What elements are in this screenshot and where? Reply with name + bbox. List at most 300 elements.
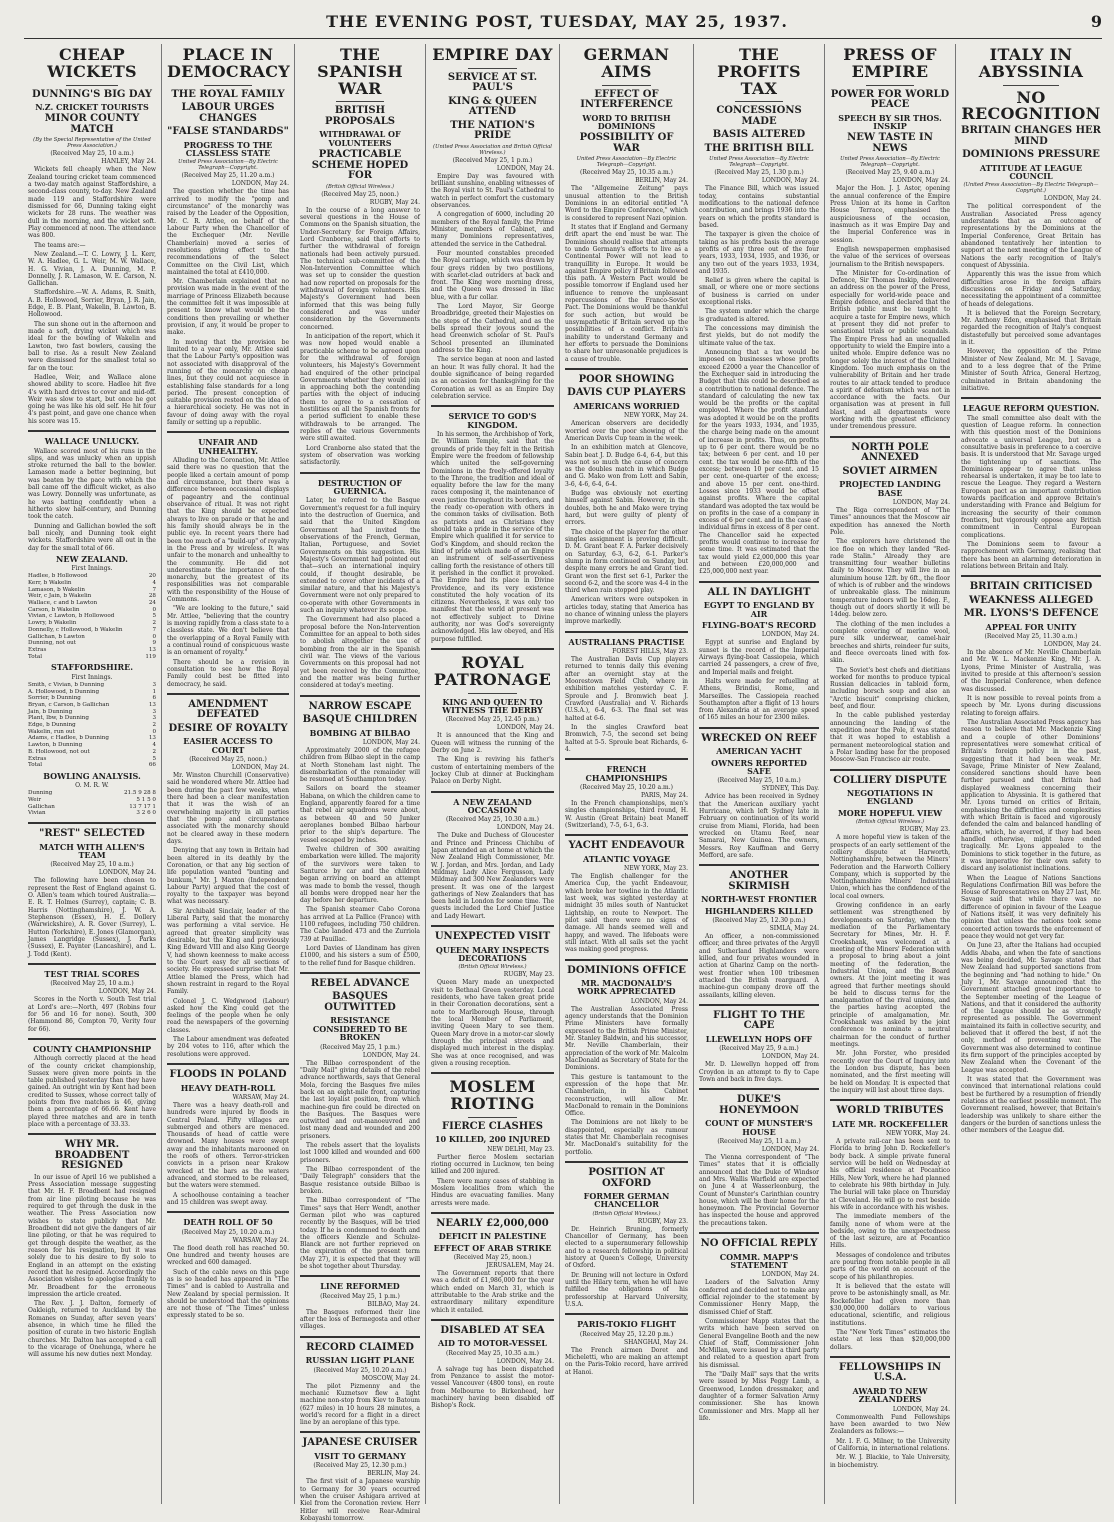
news-article xyxy=(28,963,156,1033)
subheadline: SERVICE AT ST. PAUL'S xyxy=(447,71,538,94)
score-value: 3 xyxy=(152,681,156,688)
body-paragraph: New Zealand.—T. C. Lowry, J. L. Kerr, W. A. Hadlee, G. L. Weir, M. W. Wallace, H. G. Vivian, J. A. Dunning, M. P. Donnelly, J. R. Lamason, W. E. Carson, N. Gallichan. xyxy=(28,250,156,288)
source-credit: United Press Association—By Electric Telegraph—Copyright. xyxy=(178,159,278,172)
received-dateline: (Received May 25, 10 a.m.) xyxy=(50,980,134,988)
place-dateline: LONDON, May 24. xyxy=(496,724,554,732)
received-dateline: (Received May 25, 1 p.m.) xyxy=(320,1292,400,1300)
score-value: 4 xyxy=(152,579,156,586)
heading-rule xyxy=(735,101,783,102)
subheadline: NEW TASTE IN NEWS xyxy=(847,132,933,154)
score-value: 3 2 6 0 xyxy=(136,810,156,817)
deck-heading: UNFAIR AND UNHEALTHY. xyxy=(197,437,259,456)
news-article xyxy=(28,47,156,425)
deck-heading: AMERICAN YACHT xyxy=(716,746,802,757)
body-paragraph: Commonwealth Fund Fellowships have been awarded to two New Zealanders as follows:— xyxy=(830,1413,950,1436)
article-separator xyxy=(431,791,554,793)
received-dateline: (Received May 25, 11.30 a.m.) xyxy=(984,633,1078,641)
article-separator xyxy=(431,1212,554,1214)
heading-rule xyxy=(204,85,253,86)
received-dateline: (Received May 25, 12.30 p.m.) xyxy=(712,917,806,925)
score-row xyxy=(28,580,156,587)
score-name: Donnelly, c Hollowood, b Wakelin xyxy=(28,626,123,633)
news-article xyxy=(699,1004,819,1083)
article-separator xyxy=(167,1211,289,1213)
subheadline: "REST" SELECTED xyxy=(39,828,145,840)
body-paragraph: Empire Day was favoured with brilliant sunshine, enabling witnesses of the Royal visit to St. Paul's Cathedral to watch in perfect comfort the customary observances. xyxy=(431,172,554,210)
article-separator xyxy=(830,1356,950,1358)
subheadline: RECORD CLAIMED xyxy=(306,1341,414,1353)
score-name: Bryan, c Carson, b Gallichan xyxy=(28,701,110,708)
score-row xyxy=(28,613,156,620)
article-separator xyxy=(28,822,156,824)
score-value: 13 xyxy=(148,701,156,708)
score-name: Lowry, b Wakelin xyxy=(28,620,77,627)
place-dateline: LONDON, May 24. xyxy=(1043,195,1101,203)
score-row xyxy=(28,810,156,817)
page-number: 9 xyxy=(1090,12,1102,31)
score-value: 7 xyxy=(152,586,156,593)
body-paragraph: The political correspondent of the Australian Associated Press agency understands that as an outcome of representations by the Dominions at the Imperial Conference, Great Britain has abandoned tentatively her intention to support at the next meeting of the League of Nations the early recognition of Italy's conquest of Abyssinia. xyxy=(961,203,1101,269)
news-article xyxy=(699,864,819,999)
body-paragraph: Mr. W. J. Blackie, to Yale University, in biochemistry. xyxy=(830,1454,950,1469)
news-article xyxy=(28,430,156,817)
news-article xyxy=(830,436,950,764)
received-dateline: (Received May 25, 1 p.m.) xyxy=(320,1043,400,1051)
subheadline: NEARLY £2,000,000 xyxy=(436,1217,549,1229)
news-article xyxy=(431,791,554,921)
news-article xyxy=(961,575,1101,1134)
source-credit: (By the Special Representative of the United Press Association.) xyxy=(33,137,151,150)
news-column xyxy=(957,44,1105,1506)
score-row xyxy=(28,600,156,607)
body-paragraph: Announcing that a tax would be imposed on businesses whose profits exceed £2000 a year the Chancellor of the Exchequer said in introducing the Budget that this could be described as a contribution to national defence. The standard of calculating the new tax would be the profits or the capital employed. Where the profit standard was adopted it would be on the profits for the years 1933, 1934, and 1935, the charge being made on the amount of increase in profits. Thus, on profits up to 6 per cent. there would be no tax; between 6 per cent. and 10 per cent. the tax would be one-fifth of the excess; between 10 per cent. and 15 per cent. one-quarter of the excess; and above 15 per cent. one-third. Losses since 1933 would be offset against profits. Where the capital standard was adopted the tax would be on profits in the case of a company in excess of 6 per cent. and in the case of individual firms in excess of 8 per cent. The Chancellor said he expected profits would continue to increase for some time. It was estimated that the tax would yield £2,000,000 this year and between £20,000,000 and £25,000,000 next year. xyxy=(699,348,819,576)
news-article xyxy=(431,47,554,400)
subheadline: JAPANESE CRUISER xyxy=(302,1437,418,1449)
body-paragraph: Sailors on board the steamer Habana, on which the children came to England, apparently feared for a time that rebel air squadrons were about, as between 40 and 50 Junker aeroplanes bombed Bilbao harbour prior to the ship's departure. The vessel escaped by inches. xyxy=(300,785,420,844)
body-paragraph: It states that if England and Germany drift apart the end must be war. The Dominions should realise that attempts to undo Germany's efforts to live as a Continental Power will not lead to tranquillity in Europe. It would be against Empire policy if Britain followed this path. A Western Pact would be possible tomorrow if England used her influence to remove the unpleasant repercussions of the Franco-Soviet Pact. The Dominions would be thankful for such action, but would be unsympathetic if Britain served up the possibilities of a conflict. Britain's inability to understand Germany and her efforts to persuade the Dominions to share her unreasonable prejudices is a cause of trouble. xyxy=(565,223,689,363)
subheadline: KING & QUEEN ATTEND xyxy=(448,95,537,118)
article-separator xyxy=(961,575,1101,577)
body-paragraph: Leaders of the Salvation Army conferred and decided not to make any official rejoinder to the statement by Commissioner Henry Mapp, the dismissed Chief of Staff. xyxy=(699,1279,819,1316)
received-dateline: (Received May 25, 9 a.m.) xyxy=(719,1045,799,1053)
received-dateline: (Received May 25, 11 a.m.) xyxy=(717,1137,801,1145)
place-dateline: RUGBY, May 23. xyxy=(899,826,950,834)
article-separator xyxy=(28,1038,156,1040)
body-paragraph: In anticipation of the report, which it was now hoped would enable a practicable scheme to be agreed upon for the withdrawal of foreign volunteers, his Majesty's Government had enquired of the other principal Governments whether they would join in approaching both the contending parties with the object of inducing them to agree to a cessation of hostilities on all the Spanish fronts for a period sufficient to enable these withdrawals to be arranged. The replies of the various Governments were still awaited. xyxy=(300,332,420,443)
score-table xyxy=(28,790,156,817)
body-paragraph: The Minister for Co-ordination of Defence, Sir Thomas Inskip, delivered an address on the power of the Press, especially for world-wide peace and Empire defence, and declared that the British public must be taught to acquire a taste for Empire news, which at present they did not prefer to sensational trials or public scandals. The Empire Press had an unequalled opportunity to wield the Empire into a united whole. Empire defence was no longer solely the interest of the United Kingdom. Too much emphasis on the vulnerability of Britain and her trade routes to air attack tended to produce a spirit of defeatism which was not in accordance with the facts. Our organisation was at present in full blast, and all departments were working with the greatest efficiency under tremendous pressure. xyxy=(830,269,950,431)
body-paragraph: The clothing of the men includes a complete covering of merino wool, pure silk underwear, camel-hair breeches and shirts, reindeer fur suits, and fleece overcoats lined with fox-skin. xyxy=(830,620,950,665)
deck-heading: WALLACE UNLUCKY. xyxy=(44,436,140,447)
deck-heading: LINE REFORMED xyxy=(320,1281,400,1292)
subheadline: BASQUES OUTWITTED xyxy=(324,991,396,1013)
score-row xyxy=(28,729,156,736)
subheadline: DOMINIONS PRESSURE xyxy=(962,149,1100,161)
deck-heading: QUEEN MARY INSPECTS DECORATIONS xyxy=(435,944,550,963)
score-value: 13 7 17 1 xyxy=(129,803,156,810)
column-rule xyxy=(425,44,426,1504)
article-separator xyxy=(431,648,554,650)
score-name: Wallace, c and b Lawton xyxy=(28,600,98,607)
subheadline: FLIGHT TO THE CAPE xyxy=(713,1009,805,1032)
score-name: Kerr, b Wakelin xyxy=(28,579,72,586)
score-name: Wakelin, run out xyxy=(28,728,75,735)
place-dateline: LONDON, May 24. xyxy=(761,177,819,185)
deck-heading: DEFICIT IN PALESTINE xyxy=(438,1231,547,1242)
body-paragraph: The Soviet's best chefs and dietitians worked for months to produce typical Russian delicacies in tabloid form, including borsch soup and also an "Arctic biscuit" comprising chicken, beef, and flour. xyxy=(830,666,950,711)
article-separator xyxy=(300,972,420,974)
body-paragraph: Messages of condolence and tributes are pouring from notable people in all parts of the world on account of the scope of his philanthropies. xyxy=(830,1251,950,1281)
score-value: 3 xyxy=(152,715,156,722)
body-paragraph: Dunning and Gallichan bowled the soft ball nicely, and Dunning took eight wickets. Staffordshire were all out in the day for the small total of 66. xyxy=(28,522,156,552)
body-paragraph: Growing confidence in an early settlement was strengthened by developments on Saturday, when the mediation of the Parliamentary Secretary for Mines, Mr. H. F. Crookshank, was welcomed at a meeting of the Miners' Federation with a proposal to bring about a joint meeting of the federation, the Industrial Union, and the Board owners. At the joint meeting it was agreed that further meetings should be held to discuss terms for the amalgamation of the rival unions, and the parties having accepted the principle of amalgamation, Mr. Crookshank was asked by the joint conference to nominate a neutral chairman for the conduct of further meetings. xyxy=(830,902,950,1049)
subheadline: FLOODS IN POLAND xyxy=(169,1069,287,1080)
subheadline: COLLIERY DISPUTE xyxy=(833,774,947,786)
body-paragraph: The Riga correspondent of "The Times" announces that the Moscow air expedition has annexed the North Pole. xyxy=(830,506,950,536)
deck-heading: MORE HOPEFUL VIEW xyxy=(837,807,943,818)
body-paragraph: Scores in the North v. South Test trial at Lord's are:—North, 497 (Robins four for 56 and 16 for none). South, 300 (Hammond 86, Compton 70, Verity four for 66). xyxy=(28,996,156,1033)
deck-heading: EASIER ACCESS TO COURT xyxy=(183,736,273,755)
body-paragraph: Commissioner Mapp states that the writs which have been served on General Evangeline Booth and the new Chief of Staff, Commissioner John McMillan, were issued by a third party and related to a question apart from his dismissal. xyxy=(699,1317,819,1369)
news-column xyxy=(695,44,823,1506)
score-name: B. Hollowood, not out xyxy=(28,748,90,755)
subheadline: THE ROYAL FAMILY xyxy=(171,88,285,100)
subheadline: POOR SHOWING xyxy=(578,373,675,385)
news-article xyxy=(565,631,688,753)
received-dateline: (Received May 25, 12.20 p.m.) xyxy=(579,1330,674,1338)
score-name: Smith, c Vivian, b Dunning xyxy=(28,681,105,688)
news-article xyxy=(300,1431,420,1522)
received-dateline: (Received May 25, noon.) xyxy=(453,1254,532,1262)
subheadline: WEAKNESS ALLEGED xyxy=(968,594,1094,606)
received-dateline: (Received May 25, 10.20 a.m.) xyxy=(313,1366,407,1374)
place-dateline: LONDON, May 24. xyxy=(630,997,688,1005)
article-separator xyxy=(28,430,156,432)
place-dateline: NEW YORK, May 24. xyxy=(624,412,688,420)
deck-heading: MR. MACDONALD'S WORK APPRECIATED xyxy=(577,978,676,997)
place-dateline: LONDON, May 24. xyxy=(892,177,950,185)
score-row xyxy=(28,804,156,811)
place-dateline: JERUSALEM, May 24. xyxy=(486,1262,554,1270)
score-name: Extras xyxy=(28,755,47,762)
news-article xyxy=(431,1072,554,1207)
score-row xyxy=(28,715,156,722)
news-article xyxy=(300,47,420,467)
place-dateline: LONDON, May 24. xyxy=(496,164,554,172)
body-paragraph: The Bilbao correspondent of the "Daily Telegraph" considers that the Basque resistance outside Bilbao is broken. xyxy=(300,1166,420,1195)
score-value: 5 xyxy=(152,755,156,762)
body-paragraph: The Vienna correspondent of "The Times" states that it is officially announced that the Duke of Windsor and Mrs. Wallis Warfield are expected on June 4 at Wasserleonburg, the Count of Munster's Carinthian country house, which will be their home for the honeymoon. The Provincial Governor has inspected the house and approved the precautions taken. xyxy=(699,1153,819,1227)
news-article xyxy=(28,1038,156,1129)
body-paragraph: Lord Davies of Llandinam has given £1000, and his sisters a sum of £500, to the relief fund for Basque children. xyxy=(300,945,420,967)
received-dateline: (Received May 25, 10.35 a.m.) xyxy=(446,1349,539,1357)
deck-heading: WORD TO BRITISH DOMINIONS xyxy=(582,112,671,131)
body-paragraph: Sir Archibald Sinclair, leader of the Liberal Party, said that the monarchy was performing a vital service. He agreed that greater simplicity was desirable, but the King and previously King Edward VIII and also King George V, had shown keenness to make access to the Court easy for all sections of society. He expressed surprise that Mr. Attlee blamed the Press, which had shown restraint in regard to the Royal Family. xyxy=(167,907,289,996)
subheadline: BRITAIN CHANGES HER MIND xyxy=(961,125,1101,147)
body-paragraph: Four mounted constables preceded the Royal carriage, which was drawn by four greys ridden by two postilions, with scarlet-clad outriders at back and front. The King wore morning dress, and the Queen was dressed in lilac blue, with a fur collar. xyxy=(431,249,554,301)
headline: PRESS OF EMPIRE xyxy=(843,45,937,81)
score-value: 5 1 5 0 xyxy=(136,797,156,804)
body-paragraph: The "Daily Mail" says that the writs were issued by Miss Peggy Lamb, a Greenwood, London dressmaker, and daughter of a former Salvation Army commissioner. She has known Commissioner and Mrs. Mapp all her life. xyxy=(699,1371,819,1422)
subheadline: BRITISH PROPOSALS xyxy=(324,105,395,127)
news-article xyxy=(830,1356,950,1469)
subheadline: FIERCE CLASHES xyxy=(441,1120,544,1132)
deck-heading: RESISTANCE CONSIDERED TO BE BROKEN xyxy=(312,1015,408,1043)
body-paragraph: The Duke and Duchess of Gloucester and Prince and Princess Chichibu of Japan attended an at home at which the New Zealand High Commissioner, Mr. W. J. Jordan, and Mrs. Jordan, and Lady Mildmay, Lady Alice Fergusson, Lady Mildmay and 300 New Zealanders were present. It was one of the largest gatherings of New Zealanders that has been held in London for some time. The guests included the Lord Chief Justice and Lady Hewart. xyxy=(431,832,554,920)
score-name: Plant, lbw, b Dunning xyxy=(28,715,89,722)
deck-heading: COUNTY CHAMPIONSHIP xyxy=(32,1043,152,1054)
body-paragraph: The Bilbao correspondent of "The Times" says that Herr Wendt, another German pilot who was captured recently by the Basques, will be tried today. If he is condemned to death and the officers Kienzle and Schulze-Blanck are not further reprieved on the expiration of the present term (May 27), it is expected that they will be shot together about Thursday. xyxy=(300,1197,420,1271)
score-name: Edge, b Dunning xyxy=(28,722,76,729)
place-dateline: RUGBY, May 23. xyxy=(637,1217,688,1225)
body-paragraph: Relief is given where the capital is small, or where one or more sections of business is carried on under exceptional risks. xyxy=(699,277,819,307)
score-row xyxy=(28,647,156,654)
source-credit: United Press Association—By Electric Telegraph—Copyright. xyxy=(709,156,809,169)
score-row xyxy=(28,587,156,594)
subheadline: UNEXPECTED VISIT xyxy=(434,931,551,943)
place-dateline: WARSAW, May 24. xyxy=(232,1236,289,1244)
body-paragraph: American writers were outspoken in articles today, stating that America has no chance of winning unless the players improve markedly. xyxy=(565,596,688,626)
score-row xyxy=(28,593,156,600)
score-table xyxy=(28,682,156,769)
score-row xyxy=(28,607,156,614)
body-paragraph: The King is reviving his father's custom of entertaining members of the Jockey Club at dinner at Buckingham Palace on Derby Night. xyxy=(431,756,554,786)
news-article xyxy=(699,1088,819,1227)
article-separator xyxy=(699,581,819,583)
subheadline: FELLOWSHIPS IN U.S.A. xyxy=(838,1361,942,1384)
score-row xyxy=(28,695,156,702)
masthead-rule xyxy=(24,38,1102,39)
body-paragraph: Mr. John Forster, who presided recently over the Court of Inquiry into the London bus dispute, has been nominated, and the first meeting will be held on Monday. It is expected that the inquiry will last about three days. xyxy=(830,1050,950,1094)
body-paragraph: English newspapermen emphasised the value of the services of overseas journalism to the British newspapers. xyxy=(830,245,950,268)
heading-rule xyxy=(1003,85,1059,86)
news-article xyxy=(830,769,950,1095)
article-separator xyxy=(565,368,688,370)
heading-rule xyxy=(602,85,651,86)
score-table xyxy=(28,573,156,660)
body-paragraph: The immediate members of the family, none of whom were at the bedside, owing to the unexpectedness of the last seizure, are at Pocantico Hills. xyxy=(830,1213,950,1250)
source-credit: (British Official Wireless.) xyxy=(592,1210,661,1217)
body-paragraph: Queen Mary made an unexpected visit to Bethnal Green yesterday. Local residents, who have taken great pride in their Coronation decorations, sent a note to Marlborough House, through the local Member of Parliament, inviting Queen Mary to see them. Queen Mary drove in a motor-car slowly through the principal streets and displayed much interest in the display. She was at once recognised, and was given a rousing reception. xyxy=(431,979,554,1067)
body-paragraph: In moving that the provision be limited to a year only, Mr. Attlee said that the Labour Party's opposition was not associated with disapproval of the running of the monarchy on cheap lines, but they could not acquiesce in establishing false standards for a long period. The present conception of suitable provision rested on the idea of a hierarchical society. He was not in favour of doing away with the royal family or setting up a republic. xyxy=(167,338,289,427)
body-paragraph: The system under which the charge is graduated is altered. xyxy=(699,308,819,323)
score-name: Adams, c Hadlee, b Dunning xyxy=(28,735,109,742)
source-credit: (United Press Association and British Official Wireless.) xyxy=(433,143,552,156)
article-separator xyxy=(300,1336,420,1338)
score-table-title: STAFFORDSHIRE. xyxy=(50,662,134,673)
news-article xyxy=(565,959,688,1157)
score-row xyxy=(28,797,156,804)
subheadline: EFFECT OF INTERFERENCE xyxy=(580,88,673,111)
subheadline: NARROW ESCAPE xyxy=(308,700,412,712)
received-dateline: (Received May 25, 10.20 a.m.) xyxy=(181,1228,275,1236)
article-separator xyxy=(167,431,289,433)
article-separator xyxy=(167,693,289,695)
news-article xyxy=(167,1063,289,1206)
article-separator xyxy=(431,1072,554,1074)
news-article xyxy=(961,397,1101,570)
news-article xyxy=(699,581,819,722)
body-paragraph: The Dominions are not likely to be disappointed, especially as rumour states that Mr. Chamberlain recognises Mr. MacDonald's suitability for the portfolio. xyxy=(565,1119,688,1156)
body-paragraph: Mr. Chamberlain explained that no provision was made in the event of the marriage of Princess Elizabeth because the committee felt it was impossible at present to know what would be the conditions then prevailing or whether provision, if any, it would be proper to make. xyxy=(167,278,289,337)
source-credit: United Press Association—By Electric Telegraph—Copyright. xyxy=(840,156,940,169)
body-paragraph: Although correctly placed at the head of the county cricket championship, Sussex were given more points in the table published yesterday than they have gained. An outright win by Kent had been credited to Sussex, whose correct tally of points from five matches is 46, giving them a percentage of 66.66. Kent have played three matches and are in tenth place with a percentage of 33.33. xyxy=(28,1055,156,1129)
deck-heading: LLEWELLYN HOPS OFF xyxy=(705,1033,813,1044)
article-separator xyxy=(830,769,950,771)
heading-rule xyxy=(468,693,517,694)
place-dateline: BERLIN, May 24. xyxy=(635,177,688,185)
subheadline: POWER FOR WORLD PEACE xyxy=(830,88,950,111)
score-row xyxy=(28,634,156,641)
score-row xyxy=(28,742,156,749)
body-paragraph: American observers are decidedly worried over the poor showing of the American Davis Cup team in the week. xyxy=(565,420,688,442)
deck-heading: PROGRESS TO THE CLASSLESS STATE xyxy=(183,139,273,158)
body-paragraph: The Government reports that there was a deficit of £1,986,000 for the year which ended on March 31, which is attributable to the Arab strike and the extraordinary military expenditure which it entailed. xyxy=(431,1270,554,1314)
score-name: Sorrier, b Dunning xyxy=(28,695,81,702)
score-value: 3 xyxy=(152,708,156,715)
body-paragraph: The small committee also dealt with the question of League reform. In connection with this question most of the Dominions advocate a universal League, but as a consultative basis in preference to a coercive basis. It is understood that Mr. Savage urged the tightening up of sanctions. The Dominions appear to agree that unless rehearsal is undertaken, it may be too late to rescue the League. They regard a Western European pact as an important contribution towards pacification and approve Britain's understanding with France and Belgium for increasing the security of their common frontiers, but vigorously oppose any British commitment in Central European complications. xyxy=(961,414,1101,539)
body-paragraph: "We are looking to the future," said Mr. Attlee, "believing that the country is moving rapidly from a class state to a classless state. We don't believe that the overlapping of a Royal Family with a continual round of conspicuous waste is an ornament of royalty." xyxy=(167,605,289,657)
news-column xyxy=(163,44,293,1506)
headline: NO RECOGNITION xyxy=(961,87,1101,124)
news-article xyxy=(699,1232,819,1422)
headline: MOSLEM RIOTING xyxy=(449,1077,536,1113)
score-row xyxy=(28,627,156,634)
deck-heading: KING AND QUEEN TO WITNESS THE DERBY xyxy=(442,696,543,715)
score-value: 66 xyxy=(148,762,156,769)
heading-rule xyxy=(336,101,384,102)
news-column xyxy=(24,44,160,1506)
body-paragraph: A salvage tug has been dispatched from Penzance to assist the motor-vessel Vancouver (4800 tons), en route from Melbourne to Birkenhead, her machinery having been disabled off Bishop's Rock. xyxy=(431,1365,554,1410)
deck-heading: A NEW ZEALAND OCCASION xyxy=(453,796,532,815)
body-paragraph: The Australian Associated Press agency has reason to believe that Mr. Mackenzie King and a couple of other Dominions' representatives were somewhat critical of Britain's foreign policy in the past, suggesting that it had been weak. Mr. Savage, Prime Minister of New Zealand, considered sanctions should have been further pursued and that Britain had displayed weakness concerning their application to Abyssinia. It is gathered that Mr. Lyons turned on critics of Britain, emphasising the difficulties and complexities with which Britain is faced and vigorously defended the calm and balanced handling of affairs, which, he averred, if they had been handled otherwise, might have ended tragically. Mr. Lyons appealed to the Dominions to stick together in the future, as it was imperative for their own safety to discard any isolationist inclinations. xyxy=(961,718,1101,873)
news-article xyxy=(961,47,1101,392)
score-value: 5 xyxy=(152,613,156,620)
score-row xyxy=(28,749,156,756)
news-article xyxy=(565,368,688,626)
source-credit: (United Press Association—By Electric Telegraph—Copyright.) xyxy=(963,182,1099,195)
headline: PLACE IN DEMOCRACY xyxy=(167,45,291,81)
score-row xyxy=(28,702,156,709)
deck-heading: COUNT OF MUNSTER'S HOUSE xyxy=(705,1118,813,1137)
news-article xyxy=(167,47,289,426)
body-paragraph: Approximately 2000 of the refugee children from Bilbao slept in the camp at North Stoneham last night. The disembarkation of the remainder will be resumed at Southampton today. xyxy=(300,746,420,784)
score-table-subtitle: First Innings. xyxy=(71,673,113,681)
received-dateline: (Received May 25, 1 p.m.) xyxy=(452,156,533,164)
score-row xyxy=(28,709,156,716)
article-separator xyxy=(167,1063,289,1065)
masthead xyxy=(0,0,1114,40)
body-paragraph: It is believed that the estate will prove to be astonishingly small, as Mr. Rockefeller had given more than $30,000,000 dollars to various educational, scientific, and religious institutions. xyxy=(830,1283,950,1327)
deck-heading: DEATH ROLL OF 50 xyxy=(183,1217,273,1228)
source-credit: (British Official Wireless.) xyxy=(325,183,395,190)
deck-heading: RUSSIAN LIGHT PLANE xyxy=(305,1355,415,1366)
body-paragraph: The Government had also placed a proposal before the Non-Intervention Committee for an appeal to both sides to abolish altogether the use of bombing from the air in the Spanish civil war. The views of the various Governments on this proposal had not yet been received by the Committee, and the matter was being further considered at today's meeting. xyxy=(300,616,420,690)
news-article xyxy=(28,822,156,958)
subheadline: DUKE'S HONEYMOON xyxy=(719,1094,799,1116)
subheadline: "FALSE STANDARDS" xyxy=(167,126,289,138)
article-separator xyxy=(300,1275,420,1277)
received-dateline: (Received May 25, 11.20 a.m.) xyxy=(181,172,275,180)
received-dateline: (Received May 25, 10 a.m.) xyxy=(717,777,801,785)
body-paragraph: Budge was obviously not exerting himself against Sabin. However, in the doubles, both he and Mako were trying hard, but were guilty of plenty of errors. xyxy=(565,490,688,527)
deck-heading: HIGHLANDERS KILLED xyxy=(704,905,814,916)
deck-heading: AMERICANS WORRIED xyxy=(573,400,680,411)
body-paragraph: The "Allgemeine Zeitung" pays unusual attention to the British Dominions in an editorial entitled "A Word to the Empire Conference," which is considered to represent Nazi opinion. xyxy=(565,185,688,222)
deck-heading: SPEECH BY SIR THOS. INSKIP xyxy=(838,112,942,131)
received-dateline: (Received May 25, 12.30 p.m.) xyxy=(313,1462,407,1470)
subheadline: YACHT ENDEAVOUR xyxy=(568,840,685,852)
body-paragraph: It is now possible to reveal points from a speech by Mr. Lyons during discussions relating to foreign affairs. xyxy=(961,695,1101,717)
deck-heading: OWNERS REPORTED SAFE xyxy=(711,757,807,777)
news-article xyxy=(565,1313,688,1376)
news-column xyxy=(561,44,692,1506)
article-separator xyxy=(300,1431,420,1433)
score-row xyxy=(28,573,156,580)
subheadline: ANOTHER SKIRMISH xyxy=(728,870,790,892)
score-name: Jain, b Dunning xyxy=(28,708,73,715)
headline: ROYAL PATRONAGE xyxy=(433,653,552,689)
score-name: Gallichan, b Lawton xyxy=(28,633,85,640)
score-name: Dunning xyxy=(28,790,53,797)
news-article xyxy=(431,925,554,1067)
body-paragraph: There was a heavy death-roll and hundreds were injured by floods in Central Poland. Fifty villages are submerged and others are menaced. Thousands of head of cattle were drowned. Many houses were swept away and the inhabitants marooned on the roofs of others. Terror-stricken convicts in a prison near Krakow wrecked at the bars as the waters advanced, and stormed to be released, but the waters were stemmed. xyxy=(167,1101,289,1190)
body-paragraph: The taxpayer is given the choice of taking as his profits basis the average profits of any three out of the four years, 1933, 1934, 1935, and 1936, or any two out of the years 1933, 1934, and 1935. xyxy=(699,231,819,275)
body-paragraph: Staffordshire.—W. A. Adams, R. Smith, A. B. Hollowood, Sorrier, Bryan, J. R. Jain, Edge, E. B. Plant, Wakelin, B. Lawton, B. Hollowood. xyxy=(28,289,156,319)
deck-heading: HEAVY DEATH-ROLL xyxy=(180,1082,276,1093)
place-dateline: LONDON, May 24. xyxy=(892,1405,950,1413)
place-dateline: LONDON, May 24. xyxy=(761,1145,819,1153)
heading-rule xyxy=(866,85,914,86)
body-paragraph: The explorers have christened the ice floe on which they landed "Red-rade Stalin." Already they are transmitting four weather bulletins daily to Moscow. They will live in an aluminium house 12ft. by 6ft., the floor of which is of rubber and the windows of unbreakable glass. The minimum temperature indoors will be 16deg. F., though out of doors shortly it will be 14deg. below zero. xyxy=(830,538,950,619)
place-dateline: MOSCOW, May 24. xyxy=(361,1374,420,1382)
place-dateline: SHANGHAI, May 24. xyxy=(623,1338,688,1346)
subheadline: THE NATION'S PRIDE xyxy=(450,119,535,142)
subheadline: DISABLED AT SEA xyxy=(440,1324,545,1336)
score-table-subtitle: First Innings. xyxy=(71,565,113,573)
place-dateline: NEW DELHI, May 23. xyxy=(487,1145,554,1153)
heading-rule xyxy=(468,68,517,69)
score-value: 2 xyxy=(152,748,156,755)
body-paragraph: In the singles Crawford beat Bromwich, 7-5, the second set being halted at 5-5. Sproule beat Richards, 6-4. xyxy=(565,723,688,753)
place-dateline: LONDON, May 24. xyxy=(761,631,819,639)
news-article xyxy=(830,47,950,431)
deck-heading: ATTITUDE AT LEAGUE COUNCIL xyxy=(979,162,1083,182)
body-paragraph: Major the Hon. J. J. Astor, opening the annual conference of the Empire Press Union at its home in Carlton House Terrace, emphasised the auspiciousness of the occasion, inasmuch as it was Empire Day and the Imperial Conference was in session. xyxy=(830,185,950,244)
score-value: 119 xyxy=(145,653,156,660)
score-name: Vivian, c Lawton, b Hollowood xyxy=(28,613,115,620)
subheadline: POSSIBILITY OF WAR xyxy=(579,132,674,154)
article-separator xyxy=(300,695,420,697)
body-paragraph: It is announced that the King and Queen will witness the running of the Derby on June 2. xyxy=(431,732,554,755)
place-dateline: BERLIN, May 24. xyxy=(367,1470,420,1478)
deck-heading: AUSTRALIANS PRACTISE xyxy=(568,636,685,647)
body-paragraph: There should be a revision in consultation to see how the Royal Family could best be fitted into democracy, he said. xyxy=(167,658,289,688)
body-paragraph: Mr. I. F. G. Milner, to the University of California, in international relations. xyxy=(830,1437,950,1452)
column-rule xyxy=(693,44,694,1504)
body-paragraph: Mr. D. Llewellyn hopped off from Croydon in an attempt to fly to Cape Town and back in five days. xyxy=(699,1061,819,1083)
column-rule xyxy=(559,44,560,1504)
body-paragraph: The choice of the player for the other singles assignment is proving difficult. D. M. Grant beat F. A. Parker decisively on Saturday, 6-3, 6-2, 6-1. Parker's slump in form continued on Sunday, but despite many errors he and Grant tied. Grant won the first set 6-1, Parker the second 6-2, and the score was 4-4 in the third when rain stopped play. xyxy=(565,528,688,595)
place-dateline: LONDON, May 24. xyxy=(496,824,554,832)
place-dateline: PARIS, May 24. xyxy=(641,791,688,799)
deck-heading: LATE MR. ROCKEFELLER xyxy=(831,1118,949,1129)
body-paragraph: In the absence of Mr. Neville Chamberlain and Mr. W. L. Mackenzie King, Mr. J. A. Lyons, Prime Minister of Australia, was invited to preside at this afternoon's session of the Imperial Conference, when defence was discussed. xyxy=(961,649,1101,693)
deck-heading: MATCH WITH ALLEN'S TEAM xyxy=(39,841,145,861)
received-dateline: (Received May 25, 12.45 p.m.) xyxy=(445,716,540,724)
news-column xyxy=(826,44,954,1506)
deck-heading: APPEAL FOR UNITY xyxy=(985,621,1077,632)
